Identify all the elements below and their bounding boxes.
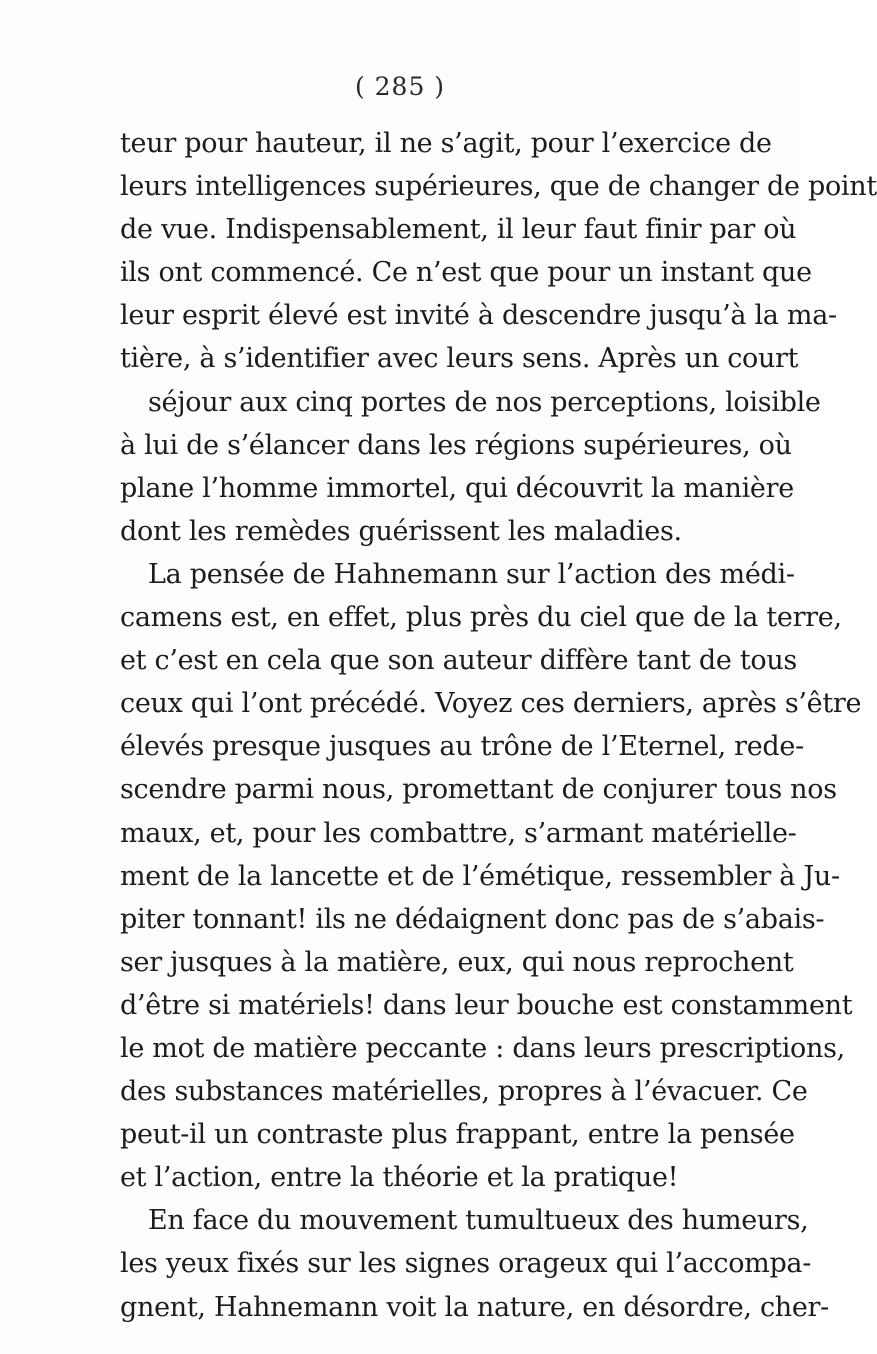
text-line: les yeux fixés sur les signes orageux qui l’accompa- <box>120 1248 812 1280</box>
paragraph-start-line: La pensée de Hahnemann sur l’action des médi- <box>148 558 795 590</box>
text-line: piter tonnant! ils ne dédaignent donc pas de s’abais- <box>120 903 825 935</box>
text-line: camens est, en effet, plus près du ciel que de la terre, <box>120 602 842 634</box>
text-line: maux, et, pour les combattre, s’armant matérielle- <box>120 817 797 849</box>
text-line: de vue. Indispensablement, il leur faut finir par où <box>120 214 797 246</box>
text-line: tière, à s’identifier avec leurs sens. Après un court <box>120 343 799 375</box>
paragraph-start-line: En face du mouvement tumultueux des humeurs, <box>148 1205 809 1237</box>
body-text <box>120 122 877 1329</box>
text-line: et l’action, entre la théorie et la pratique! <box>120 1162 679 1194</box>
text-line: peut-il un contraste plus frappant, entre la pensée <box>120 1119 795 1151</box>
text-line: et c’est en cela que son auteur diffère tant de tous <box>120 645 797 677</box>
text-line: séjour aux cinq portes de nos perceptions, loisible <box>148 386 821 418</box>
text-line: ils ont commencé. Ce n’est que pour un instant que <box>120 257 812 289</box>
text-line: scendre parmi nous, promettant de conjurer tous nos <box>120 774 837 806</box>
text-line: leurs intelligences supérieures, que de changer de point <box>120 171 877 203</box>
text-line: leur esprit élevé est invité à descendre jusqu’à la ma- <box>120 300 837 332</box>
text-line: des substances matérielles, propres à l’évacuer. Ce <box>120 1076 808 1108</box>
page-number: ( 285 ) <box>354 72 446 101</box>
text-line: ment de la lancette et de l’émétique, ressembler à Ju- <box>120 860 840 892</box>
text-line: le mot de matière peccante : dans leurs prescriptions, <box>120 1032 845 1064</box>
text-line: élevés presque jusques au trône de l’Eternel, rede- <box>120 731 804 763</box>
text-line: teur pour hauteur, il ne s’agit, pour l’exercice de <box>120 128 772 159</box>
text-line: plane l’homme immortel, qui découvrit la manière <box>120 472 794 504</box>
text-line: ceux qui l’ont précédé. Voyez ces derniers, après s’être <box>120 688 862 720</box>
text-line: d’être si matériels! dans leur bouche est constamment <box>120 989 853 1021</box>
text-line: gnent, Hahnemann voit la nature, en désordre, cher- <box>120 1291 829 1323</box>
text-line: à lui de s’élancer dans les régions supérieures, où <box>120 429 792 461</box>
text-line: dont les remèdes guérissent les maladies. <box>120 515 682 547</box>
text-line: ser jusques à la matière, eux, qui nous reprochent <box>120 946 794 978</box>
